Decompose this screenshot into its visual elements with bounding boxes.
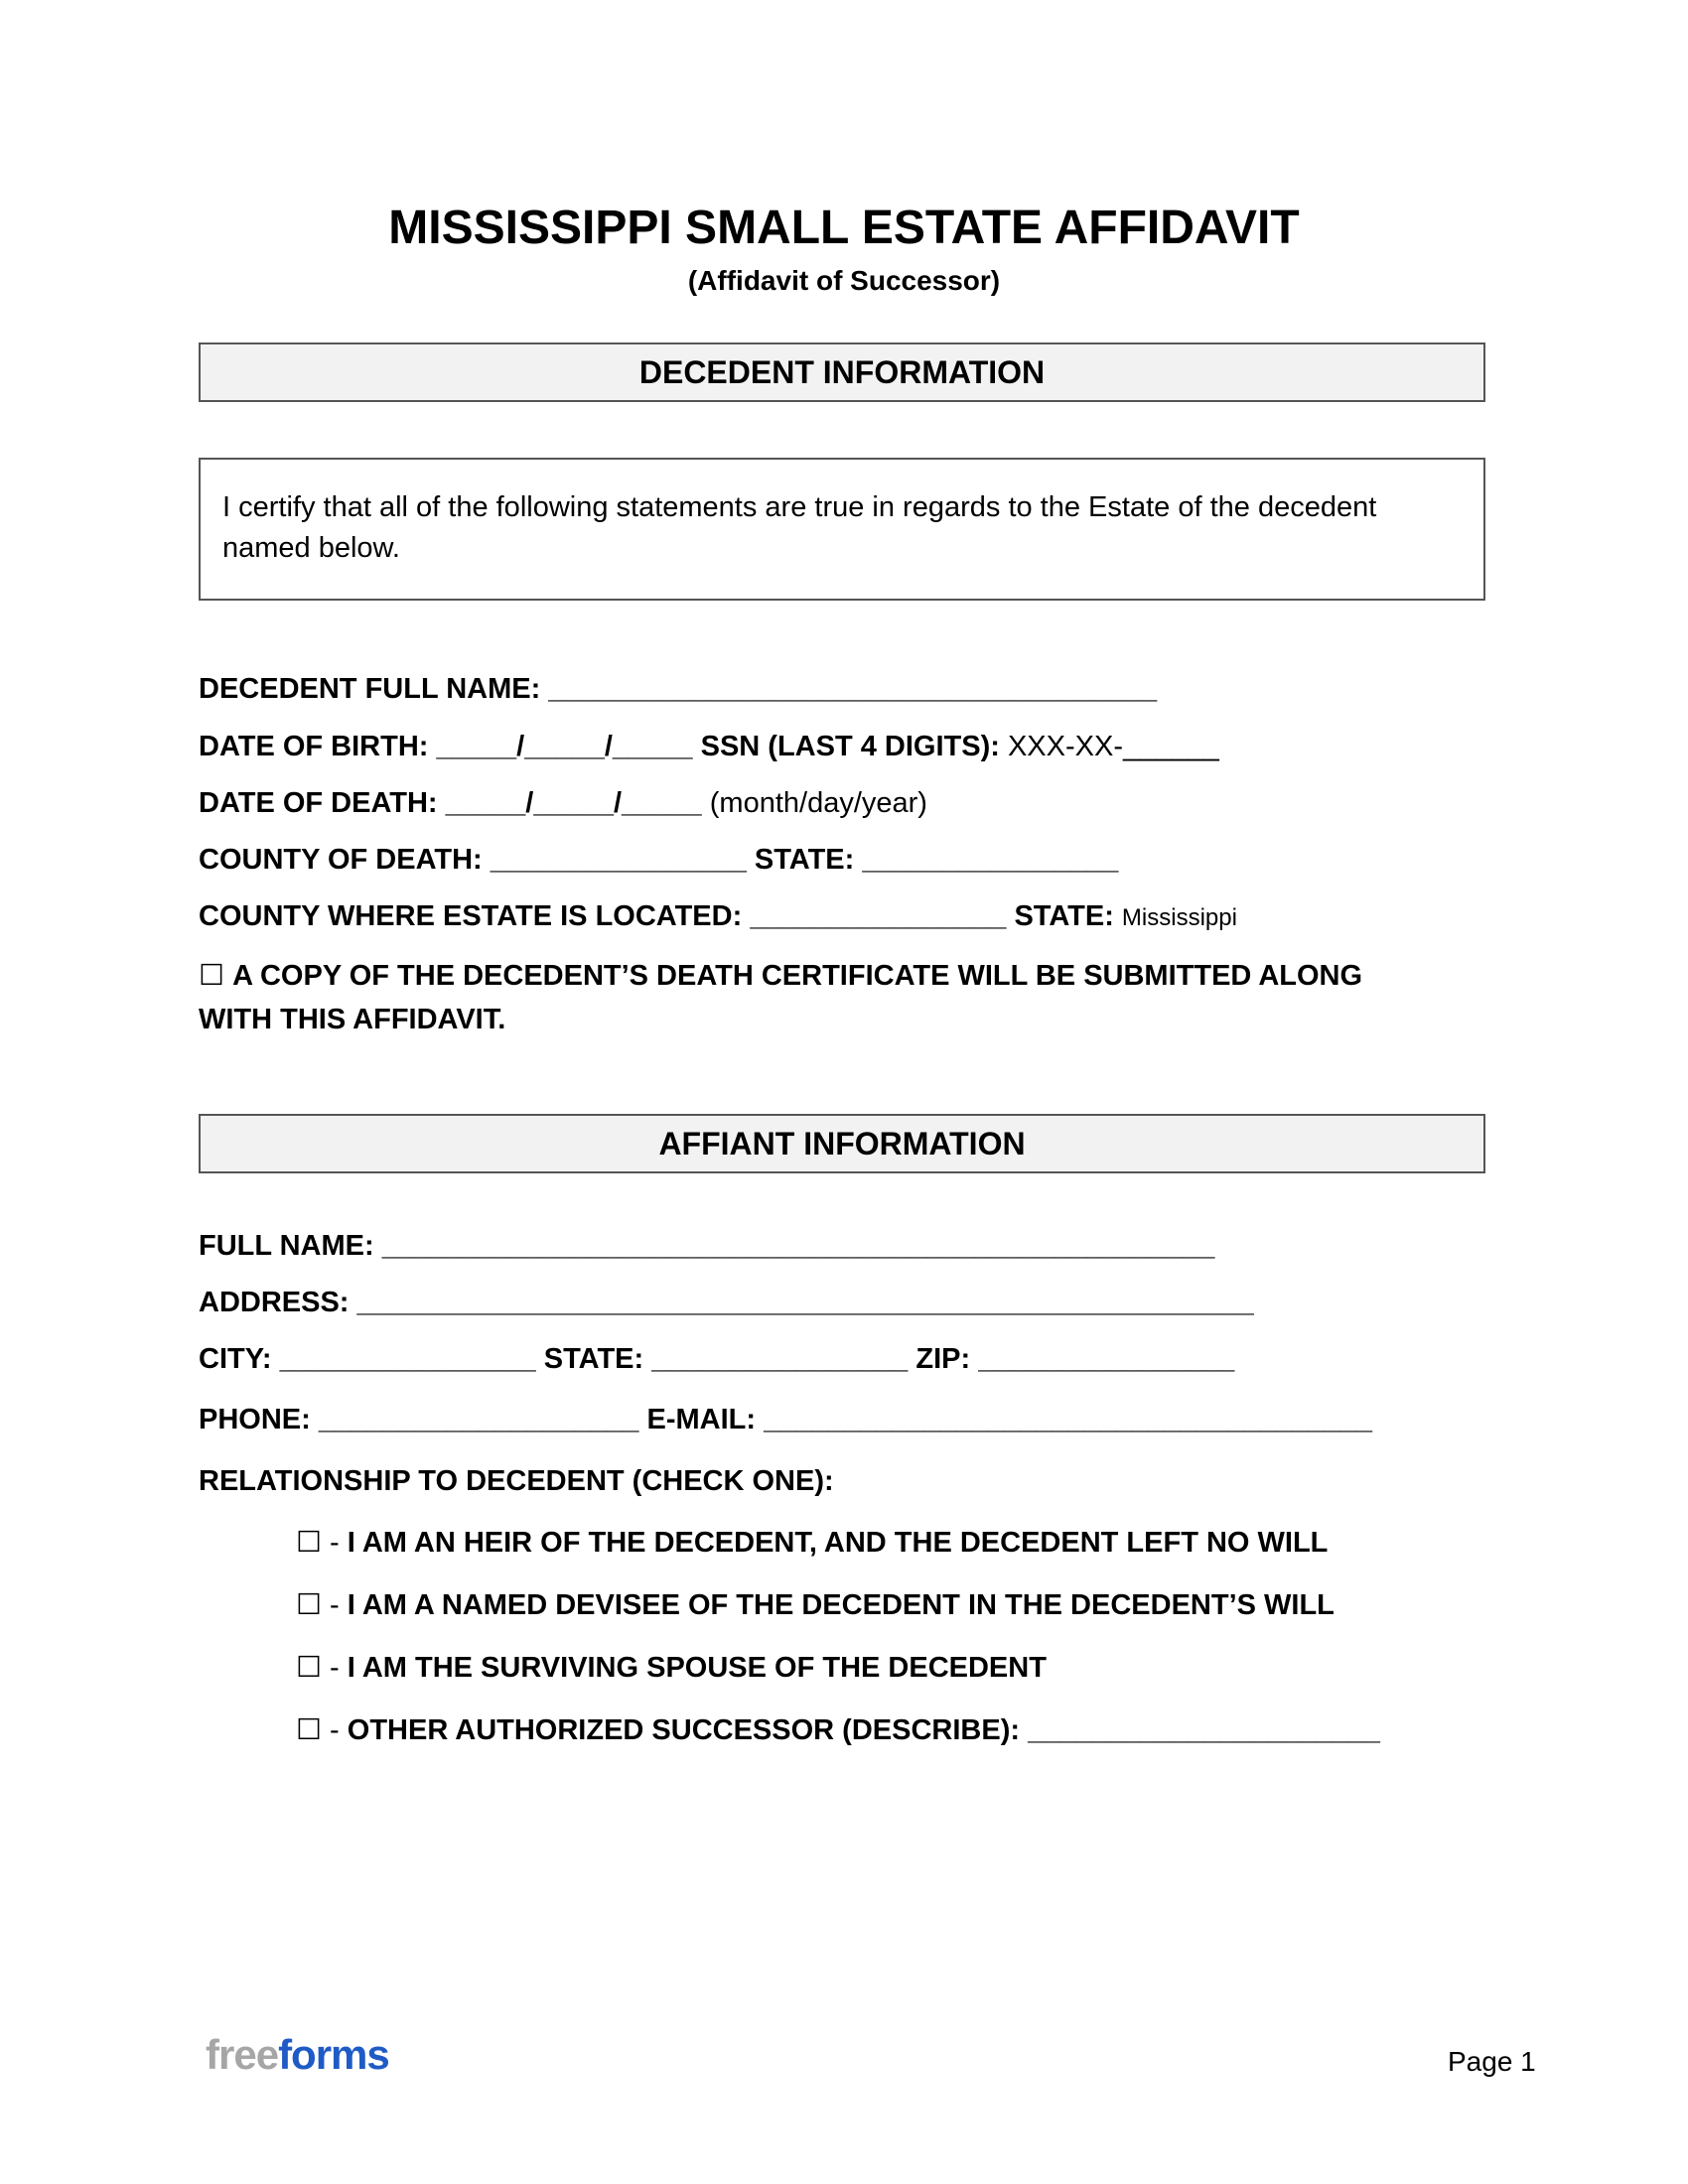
- certification-box: I certify that all of the following statements are true in regards to the Estate of the decedent named below.: [199, 458, 1485, 601]
- affiant-phone-label: PHONE:: [199, 1404, 311, 1435]
- affiant-address-field[interactable]: ________________________________________________________: [356, 1287, 1254, 1318]
- county-estate-row: [199, 898, 1237, 936]
- affiant-section-heading: AFFIANT INFORMATION: [199, 1114, 1485, 1173]
- affiant-state-label: STATE:: [543, 1343, 644, 1375]
- dod-hint: (month/day/year): [709, 787, 927, 819]
- dod-row: [199, 785, 927, 821]
- dob-label: DATE OF BIRTH:: [199, 731, 429, 762]
- affiant-zip-label: ZIP:: [915, 1343, 971, 1375]
- dod-field[interactable]: _____/_____/_____: [445, 787, 702, 819]
- affiant-city-row: [199, 1341, 1234, 1377]
- option-separator: -: [322, 1652, 348, 1684]
- county-death-field[interactable]: ________________: [490, 844, 747, 876]
- document-subtitle: (Affidavit of Successor): [687, 265, 1001, 296]
- death-state-field[interactable]: ________________: [862, 844, 1119, 876]
- affiant-zip-field[interactable]: ________________: [978, 1343, 1235, 1375]
- affiant-name-field[interactable]: ____________________________________________________: [381, 1230, 1215, 1262]
- page-number: Page 1: [1448, 2046, 1536, 2077]
- other-checkbox[interactable]: ☐: [296, 1714, 322, 1746]
- affiant-email-field[interactable]: ______________________________________: [764, 1404, 1372, 1435]
- affiant-address-row: [199, 1285, 1254, 1320]
- affiant-city-label: CITY:: [199, 1343, 272, 1375]
- decedent-name-field[interactable]: ______________________________________: [548, 673, 1158, 705]
- decedent-name-label: DECEDENT FULL NAME:: [199, 673, 541, 705]
- option-separator: -: [322, 1714, 348, 1746]
- other-describe-field[interactable]: ______________________: [1028, 1714, 1380, 1746]
- affiant-address-label: ADDRESS:: [199, 1287, 350, 1318]
- devisee-option-text: I AM A NAMED DEVISEE OF THE DECEDENT IN THE DECEDENT’S WILL: [347, 1589, 1335, 1621]
- logo-free-text: free: [206, 2031, 279, 2078]
- affiant-phone-row: [199, 1402, 1372, 1437]
- option-separator: -: [322, 1589, 348, 1621]
- death-certificate-text: A COPY OF THE DECEDENT’S DEATH CERTIFICATE WILL BE SUBMITTED ALONG: [232, 960, 1363, 992]
- affiant-email-label: E-MAIL:: [646, 1404, 757, 1435]
- other-option-text: OTHER AUTHORIZED SUCCESSOR (DESCRIBE):: [347, 1714, 1021, 1746]
- relationship-option-devisee: [296, 1587, 1335, 1623]
- death-certificate-checkbox[interactable]: ☐: [199, 960, 224, 992]
- county-death-label: COUNTY OF DEATH:: [199, 844, 483, 876]
- affiant-phone-field[interactable]: ____________________: [318, 1404, 639, 1435]
- affiant-name-row: [199, 1228, 1214, 1264]
- death-certificate-row-2: [199, 1002, 505, 1037]
- death-certificate-row: [199, 958, 1362, 994]
- estate-state-value: Mississippi: [1121, 904, 1237, 931]
- decedent-name-row: [199, 671, 1157, 707]
- relationship-option-spouse: [296, 1650, 1047, 1686]
- affiant-state-field[interactable]: ________________: [651, 1343, 909, 1375]
- heir-option-text: I AM AN HEIR OF THE DECEDENT, AND THE DECEDENT LEFT NO WILL: [347, 1527, 1329, 1559]
- relationship-heading-row: [199, 1463, 834, 1499]
- affiant-name-label: FULL NAME:: [199, 1230, 374, 1262]
- decedent-section-heading: DECEDENT INFORMATION: [199, 342, 1485, 402]
- logo-forms-text: forms: [278, 2031, 389, 2078]
- spouse-option-text: I AM THE SURVIVING SPOUSE OF THE DECEDENT: [347, 1652, 1047, 1684]
- county-death-row: [199, 842, 1118, 878]
- ssn-label: SSN (LAST 4 DIGITS):: [700, 731, 1000, 762]
- option-separator: -: [322, 1527, 348, 1559]
- heir-checkbox[interactable]: ☐: [296, 1527, 322, 1559]
- relationship-option-other: [296, 1712, 1380, 1748]
- relationship-heading: RELATIONSHIP TO DECEDENT (CHECK ONE):: [199, 1465, 834, 1497]
- spouse-checkbox[interactable]: ☐: [296, 1652, 322, 1684]
- dob-ssn-row: [199, 729, 1219, 764]
- devisee-checkbox[interactable]: ☐: [296, 1589, 322, 1621]
- ssn-field[interactable]: XXX-XX-______: [1007, 731, 1219, 762]
- dod-label: DATE OF DEATH:: [199, 787, 438, 819]
- estate-state-label: STATE:: [1014, 900, 1114, 932]
- relationship-option-heir: [296, 1525, 1328, 1561]
- county-estate-label: COUNTY WHERE ESTATE IS LOCATED:: [199, 900, 743, 932]
- death-state-label: STATE:: [754, 844, 855, 876]
- dob-field[interactable]: _____/_____/_____: [436, 731, 693, 762]
- document-title: MISSISSIPPI SMALL ESTATE AFFIDAVIT: [388, 202, 1300, 254]
- county-estate-field[interactable]: ________________: [750, 900, 1007, 932]
- freeforms-logo: [206, 2030, 389, 2080]
- death-certificate-text-2: WITH THIS AFFIDAVIT.: [199, 1004, 506, 1035]
- affiant-city-field[interactable]: ________________: [279, 1343, 536, 1375]
